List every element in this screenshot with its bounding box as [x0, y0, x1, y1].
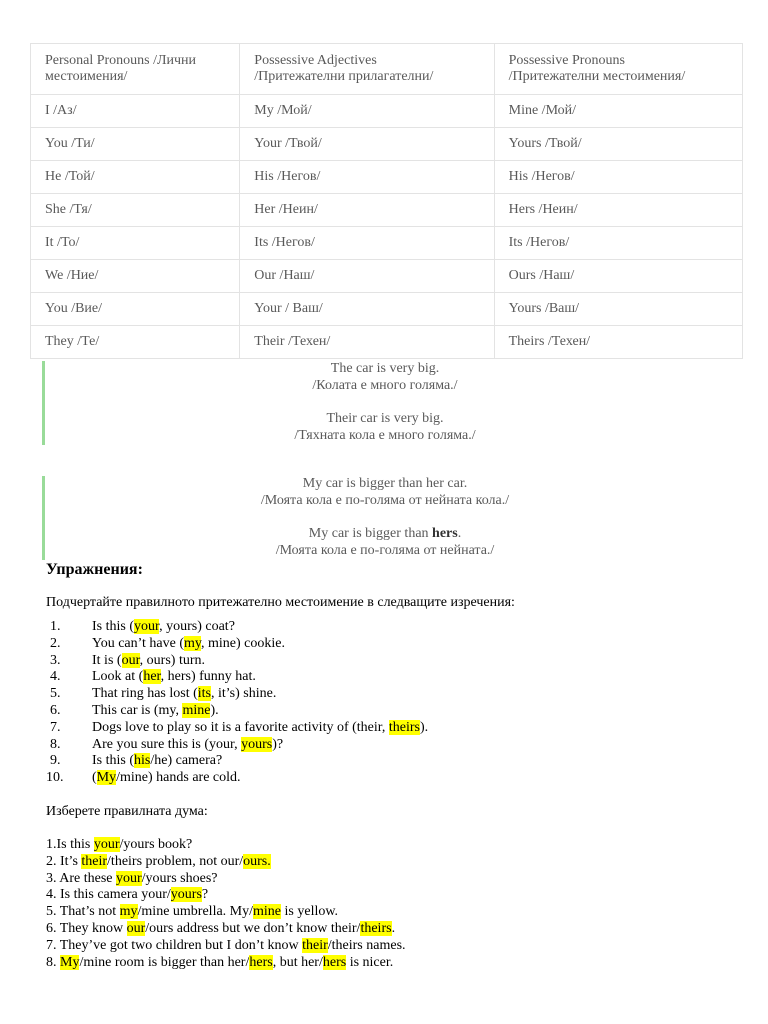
sentence-text: Look at (	[92, 669, 144, 685]
highlighted-answer: yours	[241, 736, 273, 752]
exercise-1-item	[46, 686, 428, 703]
exercise-2-list	[46, 837, 406, 971]
quote-line: /Моята кола е по-голяма от нейната кола./	[260, 492, 510, 508]
header-possessive-adjectives: Possessive Adjectives /Притежателни прилагателни/	[240, 44, 494, 95]
item-number: 10.	[46, 770, 64, 786]
highlighted-answer: theirs	[360, 920, 392, 936]
table-cell: We /Ние/	[31, 260, 240, 293]
table-cell: Mine /Мой/	[494, 95, 742, 128]
sentence-text: 7. They’ve got two children but I don’t know	[46, 937, 303, 953]
sentence-text: /ours address but we don’t know their/	[145, 920, 361, 936]
table-cell: You /Ти/	[31, 128, 240, 161]
sentence-text: Is this (	[92, 753, 134, 769]
sentence-text: /mine umbrella. My/	[137, 904, 254, 920]
sentence-text: Is this (	[92, 619, 134, 634]
sentence-text: ).	[419, 719, 429, 735]
highlighted-answer: her	[143, 669, 161, 685]
sentence-text: 3. Are these	[46, 870, 116, 886]
table-cell: Their /Техен/	[240, 326, 494, 359]
table-row	[31, 128, 743, 161]
exercise-2-item	[46, 854, 406, 871]
quote-line: The car is very big.	[330, 361, 440, 376]
sentence-text: /mine room is bigger than her/	[79, 954, 250, 970]
example-quote-2	[42, 476, 725, 560]
sentence-text: is yellow.	[281, 904, 339, 920]
item-number: 5.	[50, 686, 61, 702]
highlighted-answer: My	[60, 954, 80, 970]
exercise-2-item	[46, 887, 406, 904]
exercise-1-item	[46, 669, 428, 686]
sentence-text: 2. It’s	[46, 853, 82, 869]
highlighted-answer: your	[115, 870, 142, 886]
highlighted-answer: hers	[249, 954, 273, 970]
sentence-text: This car is (my,	[92, 702, 183, 718]
exercise-1-item	[46, 753, 428, 770]
sentence-text: ).	[210, 702, 219, 718]
item-number: 1.	[50, 619, 61, 634]
table-cell: Its /Негов/	[494, 227, 742, 260]
sentence-text: .	[391, 920, 396, 936]
sentence-text: /theirs problem, not our/	[107, 853, 244, 869]
quote-line: /Тяхната кола е много голяма./	[294, 427, 476, 443]
exercise-2-item	[46, 837, 406, 854]
table-cell: Your /Твой/	[240, 128, 494, 161]
pronoun-table	[30, 43, 743, 359]
quote-line: /Колата е много голяма./	[312, 377, 458, 393]
instruction-underline: Подчертайте правилното притежателно местоимение в следващите изречения:	[46, 595, 515, 610]
highlighted-answer: your	[134, 619, 160, 634]
highlighted-answer: its	[197, 686, 211, 702]
header-personal-pronouns: Personal Pronouns /Лични местоимения/	[31, 44, 240, 95]
item-number: 8.	[50, 736, 61, 752]
exercise-2-item	[46, 904, 406, 921]
table-row	[31, 161, 743, 194]
table-cell: I /Аз/	[31, 95, 240, 128]
table-cell: His /Негов/	[494, 161, 742, 194]
sentence-text: , but her/	[272, 954, 323, 970]
sentence-text: ?	[201, 887, 209, 903]
table-cell: Theirs /Техен/	[494, 326, 742, 359]
highlighted-answer: theirs	[388, 719, 420, 735]
table-cell: It /То/	[31, 227, 240, 260]
table-cell: Its /Негов/	[240, 227, 494, 260]
table-row	[31, 293, 743, 326]
quote-line: /Моята кола е по-голяма от нейната./	[275, 542, 495, 558]
exercise-1-item	[46, 703, 428, 720]
sentence-text: /he) camera?	[150, 753, 223, 769]
sentence-text: , mine) cookie.	[201, 635, 285, 651]
quote-line: My car is bigger than her car.	[302, 476, 468, 491]
sentence-text: 5. That’s not	[46, 904, 120, 920]
table-cell: Her /Неин/	[240, 194, 494, 227]
sentence-text: That ring has lost (	[92, 686, 198, 702]
sentence-text: /mine) hands are cold.	[116, 770, 241, 786]
highlighted-answer: mine	[182, 702, 211, 718]
sentence-text: 6. They know	[46, 920, 127, 936]
highlighted-answer: ours.	[243, 853, 271, 869]
highlighted-answer: My	[96, 770, 117, 786]
exercise-2-item	[46, 871, 406, 888]
sentence-text: is nicer.	[346, 954, 394, 970]
table-cell: You /Вие/	[31, 293, 240, 326]
sentence-text: You can’t have (	[92, 635, 185, 651]
highlighted-answer: our	[126, 920, 146, 936]
highlighted-answer: yours	[170, 887, 202, 903]
item-number: 6.	[50, 702, 61, 718]
quote-line: My car is bigger than hers.	[308, 526, 462, 541]
table-cell: Hers /Неин/	[494, 194, 742, 227]
sentence-text: 8.	[46, 954, 60, 970]
highlighted-answer: my	[119, 904, 138, 920]
sentence-text: (	[92, 770, 97, 786]
table-cell: He /Той/	[31, 161, 240, 194]
sentence-text: )?	[272, 736, 284, 752]
exercise-1-item	[46, 770, 428, 787]
table-cell: His /Негов/	[240, 161, 494, 194]
highlighted-answer: our	[121, 652, 140, 668]
sentence-text: , yours) coat?	[159, 619, 235, 634]
table-cell: Our /Наш/	[240, 260, 494, 293]
sentence-text: It is (	[92, 652, 122, 668]
exercise-1-item	[46, 737, 428, 754]
highlighted-answer: mine	[253, 904, 282, 920]
sentence-text: Are you sure this is (your,	[92, 736, 242, 752]
example-quote-1	[42, 361, 725, 445]
table-row	[31, 227, 743, 260]
highlighted-answer: hers	[322, 954, 347, 970]
sentence-text: 1.Is this	[46, 837, 94, 852]
item-number: 7.	[50, 719, 61, 735]
sentence-text: /yours book?	[119, 837, 193, 852]
item-number: 4.	[50, 669, 61, 685]
item-number: 2.	[50, 635, 61, 651]
table-row	[31, 260, 743, 293]
table-cell: Ours /Наш/	[494, 260, 742, 293]
table-cell: Yours /Ваш/	[494, 293, 742, 326]
highlighted-answer: their	[302, 937, 328, 953]
sentence-text: Dogs love to play so it is a favorite activity of (their,	[92, 719, 389, 735]
sentence-text: 4. Is this camera your/	[46, 887, 171, 903]
exercise-2-item	[46, 921, 406, 938]
sentence-text: /yours shoes?	[141, 870, 218, 886]
sentence-text: /theirs names.	[327, 937, 406, 953]
table-row	[31, 95, 743, 128]
exercise-1-item	[46, 636, 428, 653]
exercise-2-item	[46, 955, 406, 972]
exercises-heading: Упражнения:	[46, 561, 143, 578]
exercise-1-item	[46, 619, 428, 636]
table-cell: Yours /Твой/	[494, 128, 742, 161]
exercise-2-item	[46, 938, 406, 955]
table-row	[31, 194, 743, 227]
highlighted-answer: his	[134, 753, 151, 769]
sentence-text: , it’s) shine.	[211, 686, 277, 702]
highlighted-answer: my	[184, 635, 202, 651]
exercise-1-item	[46, 653, 428, 670]
instruction-choose: Изберете правилната дума:	[46, 804, 208, 819]
highlighted-answer: their	[81, 853, 108, 869]
header-possessive-pronouns: Possessive Pronouns /Притежателни местоимения/	[494, 44, 742, 95]
exercise-1-list	[46, 619, 428, 787]
sentence-text: , hers) funny hat.	[160, 669, 256, 685]
table-cell: My /Мой/	[240, 95, 494, 128]
item-number: 3.	[50, 652, 61, 668]
table-cell: She /Тя/	[31, 194, 240, 227]
quote-line: Their car is very big.	[326, 411, 444, 426]
sentence-text: , ours) turn.	[139, 652, 205, 668]
highlighted-answer: your	[93, 837, 120, 852]
table-row	[31, 326, 743, 359]
item-number: 9.	[50, 753, 61, 769]
table-cell: Your / Ваш/	[240, 293, 494, 326]
table-header-row	[31, 44, 743, 95]
table-cell: They /Те/	[31, 326, 240, 359]
exercise-1-item	[46, 720, 428, 737]
emphasis-hers: hers	[432, 526, 458, 541]
